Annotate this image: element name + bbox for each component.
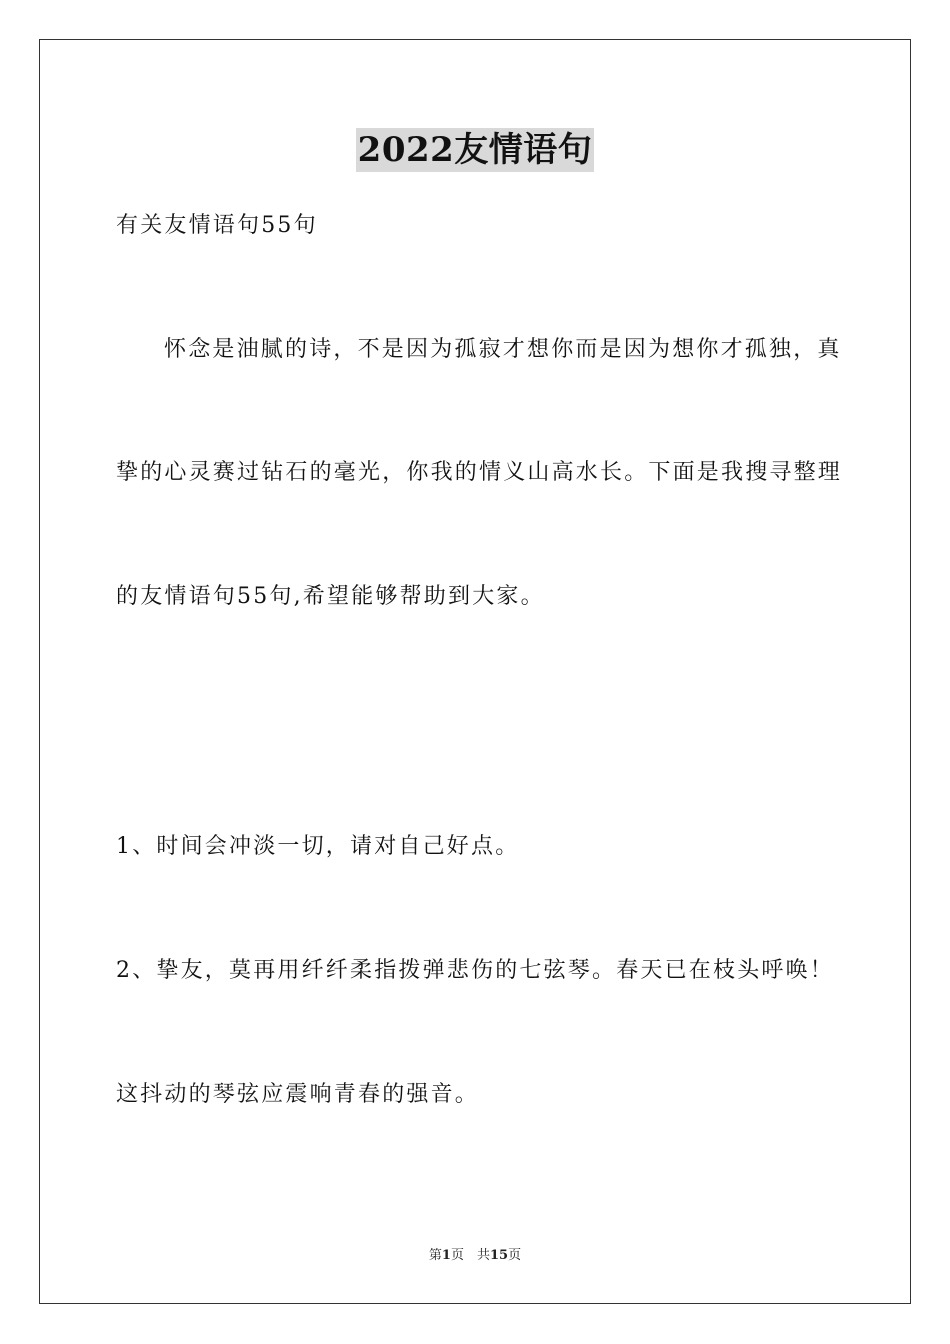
quote-item-2-continued: 这抖动的琴弦应震响青春的强音。 [116, 1082, 480, 1107]
intro-line-1: 怀念是油腻的诗，不是因为孤寂才想你而是因为想你才孤独，真 [164, 337, 842, 362]
footer-total-pages: 15 [489, 1248, 509, 1263]
quote-item-2: 2、挚友，莫再用纤纤柔指拨弹悲伤的七弦琴。春天已在枝头呼唤！ [116, 958, 834, 983]
footer-mid: 页 共 [450, 1248, 490, 1263]
footer-prefix: 第 [428, 1248, 442, 1263]
page-footer [0, 1247, 950, 1265]
footer-suffix: 页 [508, 1248, 522, 1263]
quote-item-1: 1、时间会冲淡一切，请对自己好点。 [116, 834, 520, 859]
intro-line-2: 挚的心灵赛过钻石的毫光，你我的情义山高水长。下面是我搜寻整理 [116, 460, 843, 485]
title-container [0, 128, 950, 172]
document-subtitle: 有关友情语句55句 [116, 213, 318, 238]
intro-line-3: 的友情语句55句,希望能够帮助到大家。 [116, 584, 545, 609]
document-title: 2022友情语句 [357, 130, 593, 170]
footer-current-page: 1 [441, 1248, 451, 1263]
